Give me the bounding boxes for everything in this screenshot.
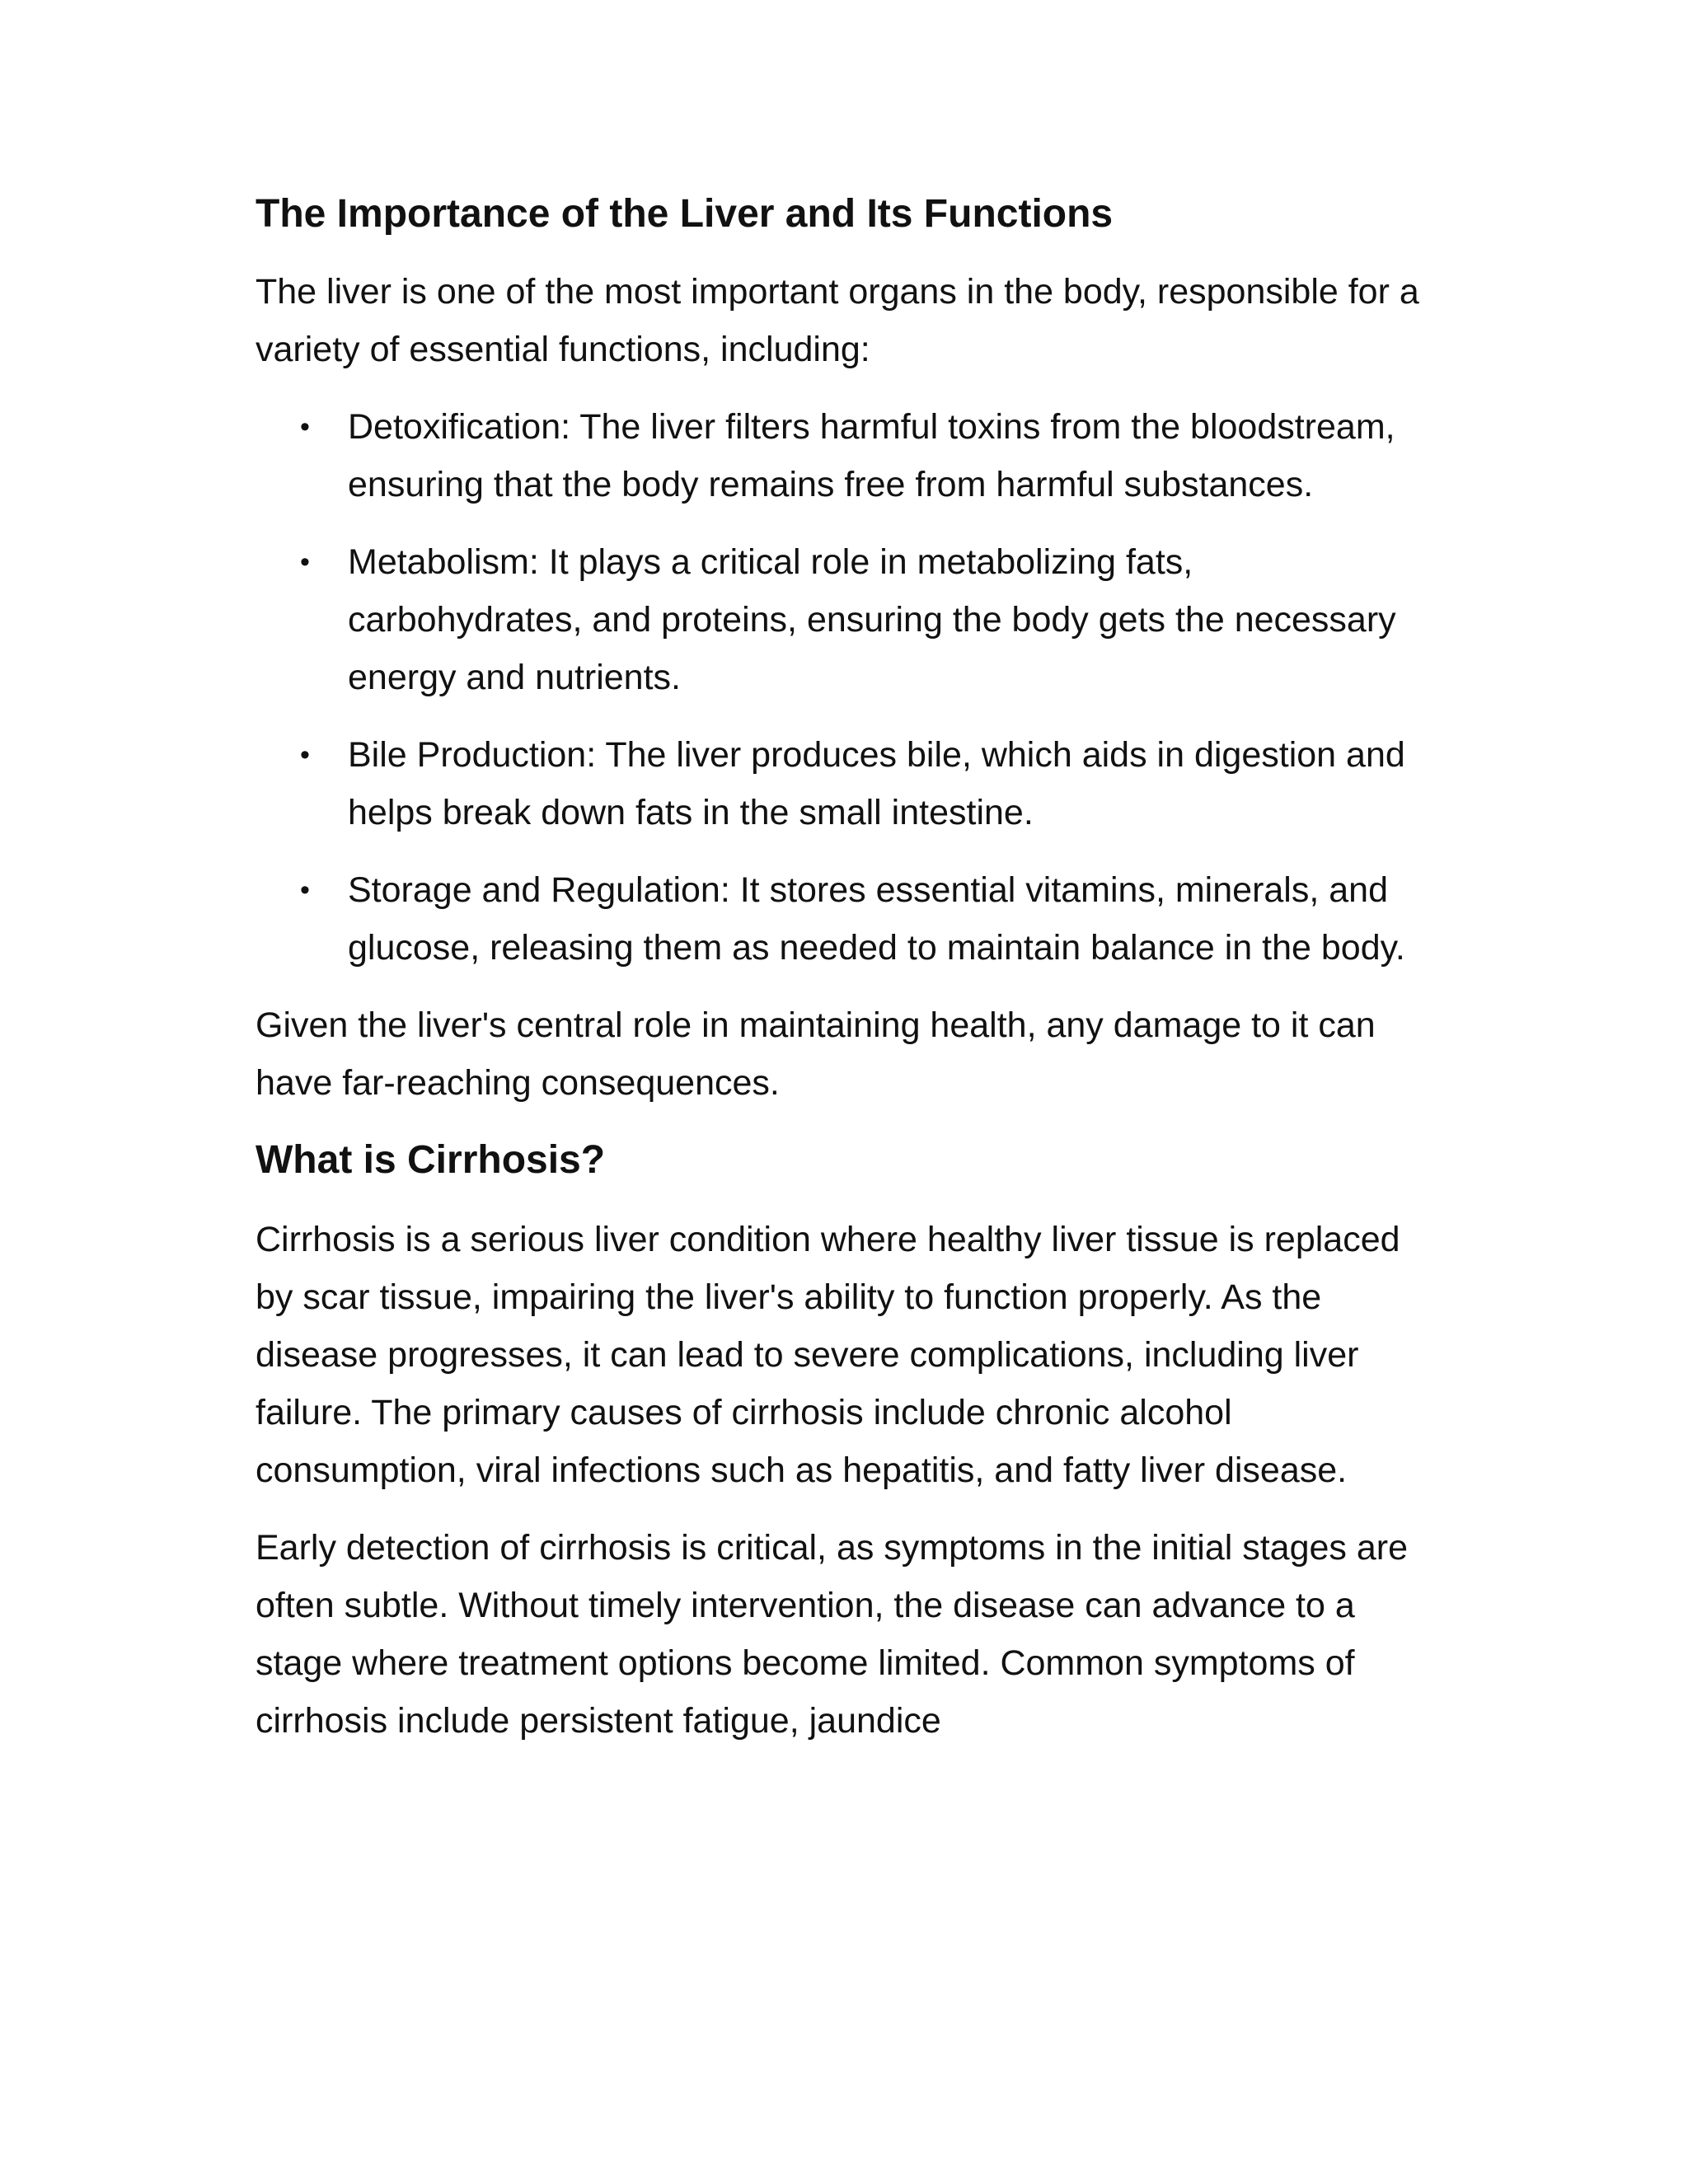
- list-item-storage-regulation: [256, 861, 1426, 977]
- list-item-text: Storage and Regulation: It stores essential vitamins, minerals, and glucose, releasing them as needed to maintain balance in the body.: [348, 870, 1405, 968]
- document-page: [256, 185, 1426, 1769]
- closing-paragraph: Given the liver's central role in maintaining health, any damage to it can have far-reaching consequences.: [256, 1005, 1376, 1103]
- section-heading-cirrhosis: What is Cirrhosis?: [256, 1138, 606, 1182]
- intro-paragraph: The liver is one of the most important organs in the body, responsible for a variety of essential functions, including:: [256, 272, 1419, 369]
- liver-functions-list: [256, 398, 1426, 977]
- cirrhosis-paragraph-1: Cirrhosis is a serious liver condition where healthy liver tissue is replaced by scar tissue, impairing the liver's ability to function properly. As the disease progresses, it can lead to severe complications, including liver failure. The primary causes of cirrhosis include chronic alcohol consumption, viral infections such as hepatitis, and fatty liver disease.: [256, 1220, 1400, 1490]
- bullet-icon: •: [300, 874, 310, 906]
- bullet-icon: •: [300, 546, 310, 578]
- section-heading-liver-functions: The Importance of the Liver and Its Functions: [256, 192, 1114, 236]
- list-item-text: Bile Production: The liver produces bile, which aids in digestion and helps break down fats in the small intestine.: [348, 735, 1405, 832]
- cirrhosis-paragraph-2: Early detection of cirrhosis is critical, as symptoms in the initial stages are often subtle. Without timely intervention, the disease can advance to a stage where treatment options become limited. Common symptoms of cirrhosis include persistent fatigue, jaundice: [256, 1528, 1409, 1741]
- bullet-icon: •: [300, 411, 310, 443]
- list-item-text: Metabolism: It plays a critical role in metabolizing fats, carbohydrates, and proteins, ensuring the body gets the necessary energy and nutrients.: [348, 542, 1396, 697]
- list-item-bile-production: [256, 726, 1426, 841]
- list-item-detoxification: [256, 398, 1426, 513]
- list-item-metabolism: [256, 533, 1426, 706]
- list-item-text: Detoxification: The liver filters harmful toxins from the bloodstream, ensuring that the body remains free from harmful substances.: [348, 407, 1395, 504]
- bullet-icon: •: [300, 739, 310, 771]
